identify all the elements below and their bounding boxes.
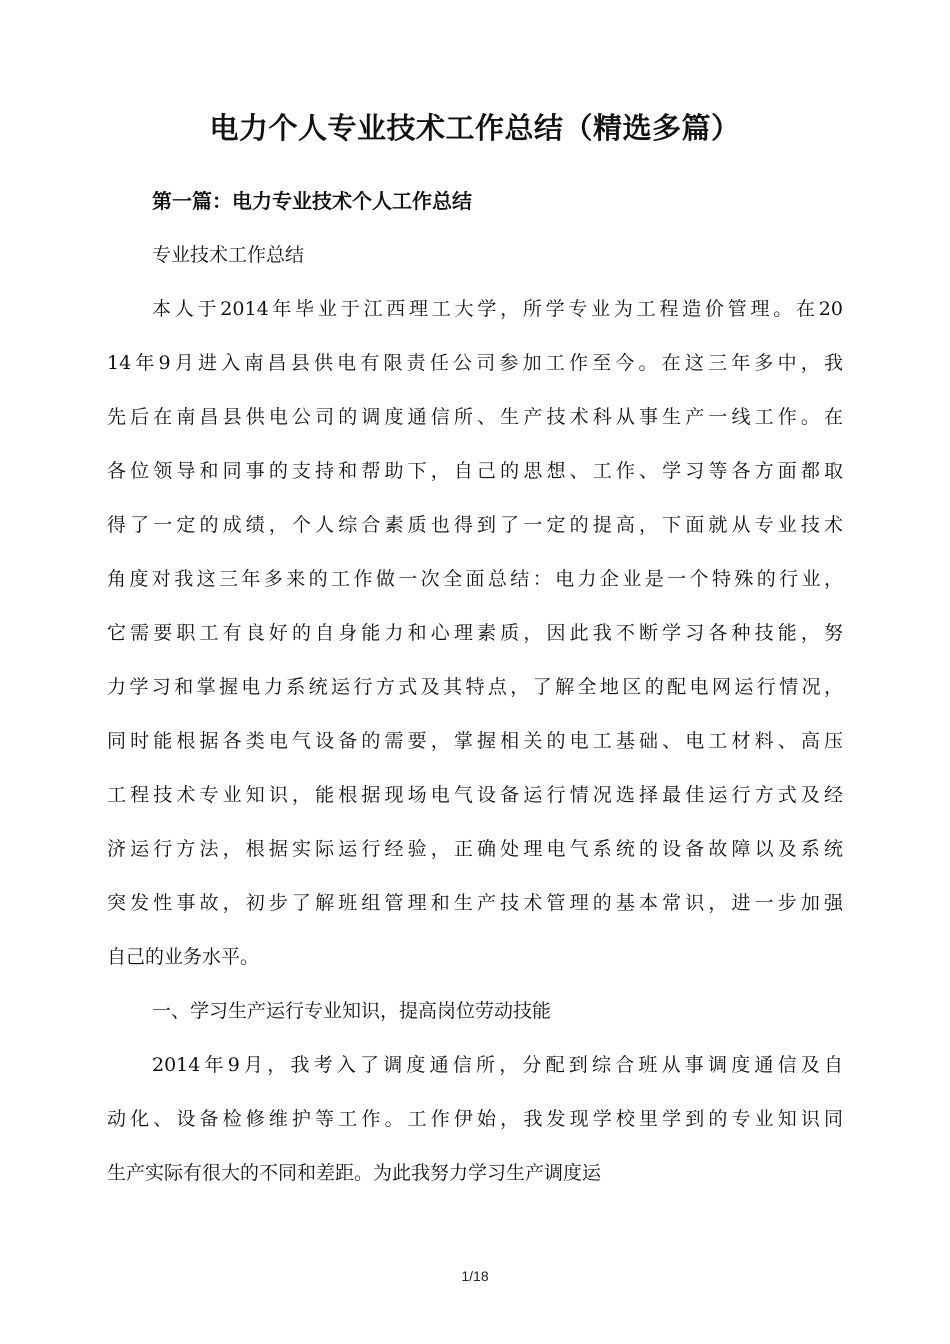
subsection-heading: 一、学习生产运行专业知识，提高岗位劳动技能 [152, 1000, 552, 1022]
subheading: 专业技术工作总结 [152, 244, 305, 266]
paragraph-line: 角度对我这三年多来的工作做一次全面总结：电力企业是一个特殊的行业， [107, 568, 843, 590]
paragraph-line: 动化、设备检修维护等工作。工作伊始，我发现学校里学到的专业知识同 [107, 1108, 843, 1130]
paragraph-line: 生产实际有很大的不同和差距。为此我努力学习生产调度运 [107, 1162, 602, 1184]
section-heading: 第一篇：电力专业技术个人工作总结 [152, 189, 472, 213]
document-title: 电力个人专业技术工作总结（精选多篇） [209, 111, 741, 145]
page-number: 1/18 [461, 1268, 489, 1284]
paragraph-line: 自己的业务水平。 [107, 946, 260, 968]
paragraph-line: 它需要职工有良好的自身能力和心理素质，因此我不断学习各种技能，努 [107, 622, 843, 644]
paragraph-line: 14年9月进入南昌县供电有限责任公司参加工作至今。在这三年多中，我 [107, 352, 843, 374]
paragraph-line: 本人于2014年毕业于江西理工大学，所学专业为工程造价管理。在20 [152, 298, 843, 320]
paragraph-line: 得了一定的成绩，个人综合素质也得到了一定的提高，下面就从专业技术 [107, 514, 843, 536]
paragraph-line: 2014年9月，我考入了调度通信所，分配到综合班从事调度通信及自 [152, 1054, 843, 1076]
paragraph-line: 工程技术专业知识，能根据现场电气设备运行情况选择最佳运行方式及经 [107, 784, 843, 806]
paragraph-line: 济运行方法，根据实际运行经验，正确处理电气系统的设备故障以及系统 [107, 838, 843, 860]
paragraph-line: 力学习和掌握电力系统运行方式及其特点，了解全地区的配电网运行情况， [107, 676, 843, 698]
paragraph-line: 突发性事故，初步了解班组管理和生产技术管理的基本常识，进一步加强 [107, 892, 843, 914]
paragraph-line: 各位领导和同事的支持和帮助下，自己的思想、工作、学习等各方面都取 [107, 460, 843, 482]
paragraph-line: 同时能根据各类电气设备的需要，掌握相关的电工基础、电工材料、高压 [107, 730, 843, 752]
paragraph-line: 先后在南昌县供电公司的调度通信所、生产技术科从事生产一线工作。在 [107, 406, 843, 428]
